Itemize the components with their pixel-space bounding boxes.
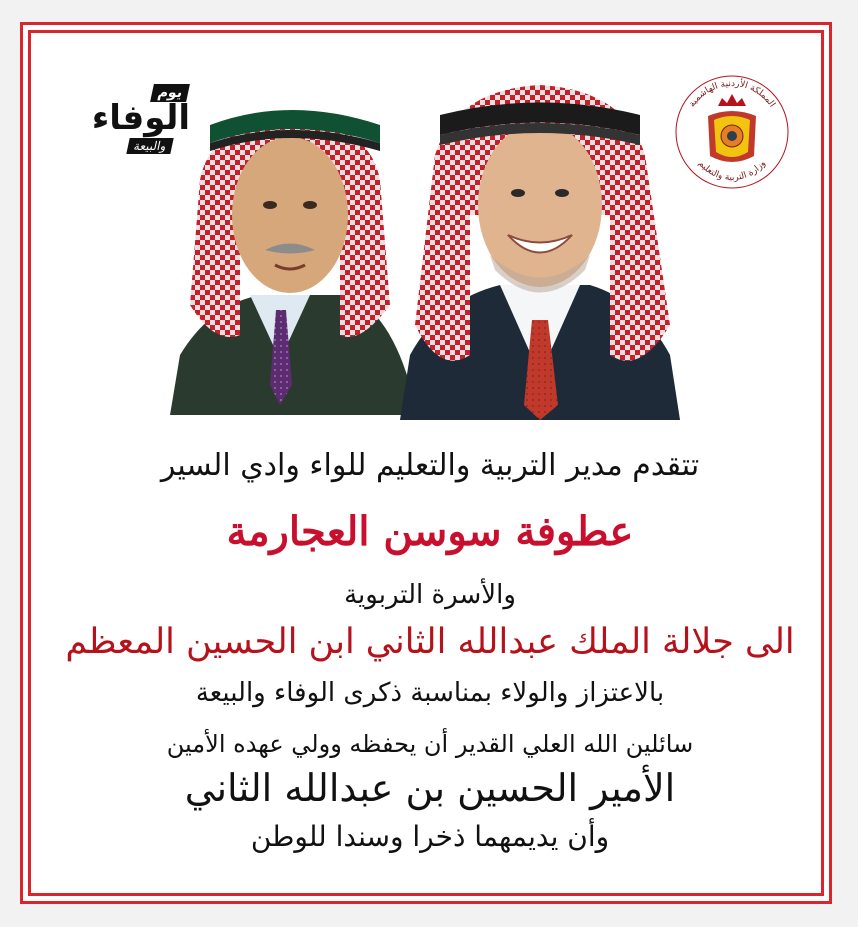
line-greeting-from: تتقدم مدير التربية والتعليم للواء وادي السير bbox=[160, 448, 700, 483]
emblem-arc-bottom-text: وزارة التربية والتعليم bbox=[696, 158, 768, 184]
wafa-logo-main-text: الوفاء bbox=[91, 98, 190, 138]
portraits bbox=[170, 85, 690, 420]
wafa-logo-bottom-text: والبيعة bbox=[126, 138, 174, 154]
line-educational-family: والأسرة التربوية bbox=[344, 580, 516, 610]
line-closing: وأن يديمهما ذخرا وسندا للوطن bbox=[250, 820, 610, 853]
ministry-emblem bbox=[672, 72, 792, 192]
line-prayer: سائلين الله العلي القدير أن يحفظه وولي عهده الأمين bbox=[166, 730, 694, 758]
emblem-arc-top-text: المملكة الأردنية الهاشمية bbox=[687, 78, 777, 110]
line-crown-prince: الأمير الحسين بن عبدالله الثاني bbox=[184, 766, 676, 810]
wafa-logo-top-text: يوم bbox=[150, 84, 190, 102]
line-to-king: الى جلالة الملك عبدالله الثاني ابن الحسين المعظم bbox=[65, 622, 795, 662]
portrait-king-hussein bbox=[170, 110, 410, 415]
portrait-king-abdullah bbox=[400, 85, 680, 420]
line-occasion: بالاعتزاز والولاء بمناسبة ذكرى الوفاء والبيعة bbox=[195, 678, 665, 708]
svg-text:وزارة التربية والتعليم bbox=[696, 159, 768, 183]
director-name: عطوفة سوسن العجارمة bbox=[226, 508, 634, 555]
